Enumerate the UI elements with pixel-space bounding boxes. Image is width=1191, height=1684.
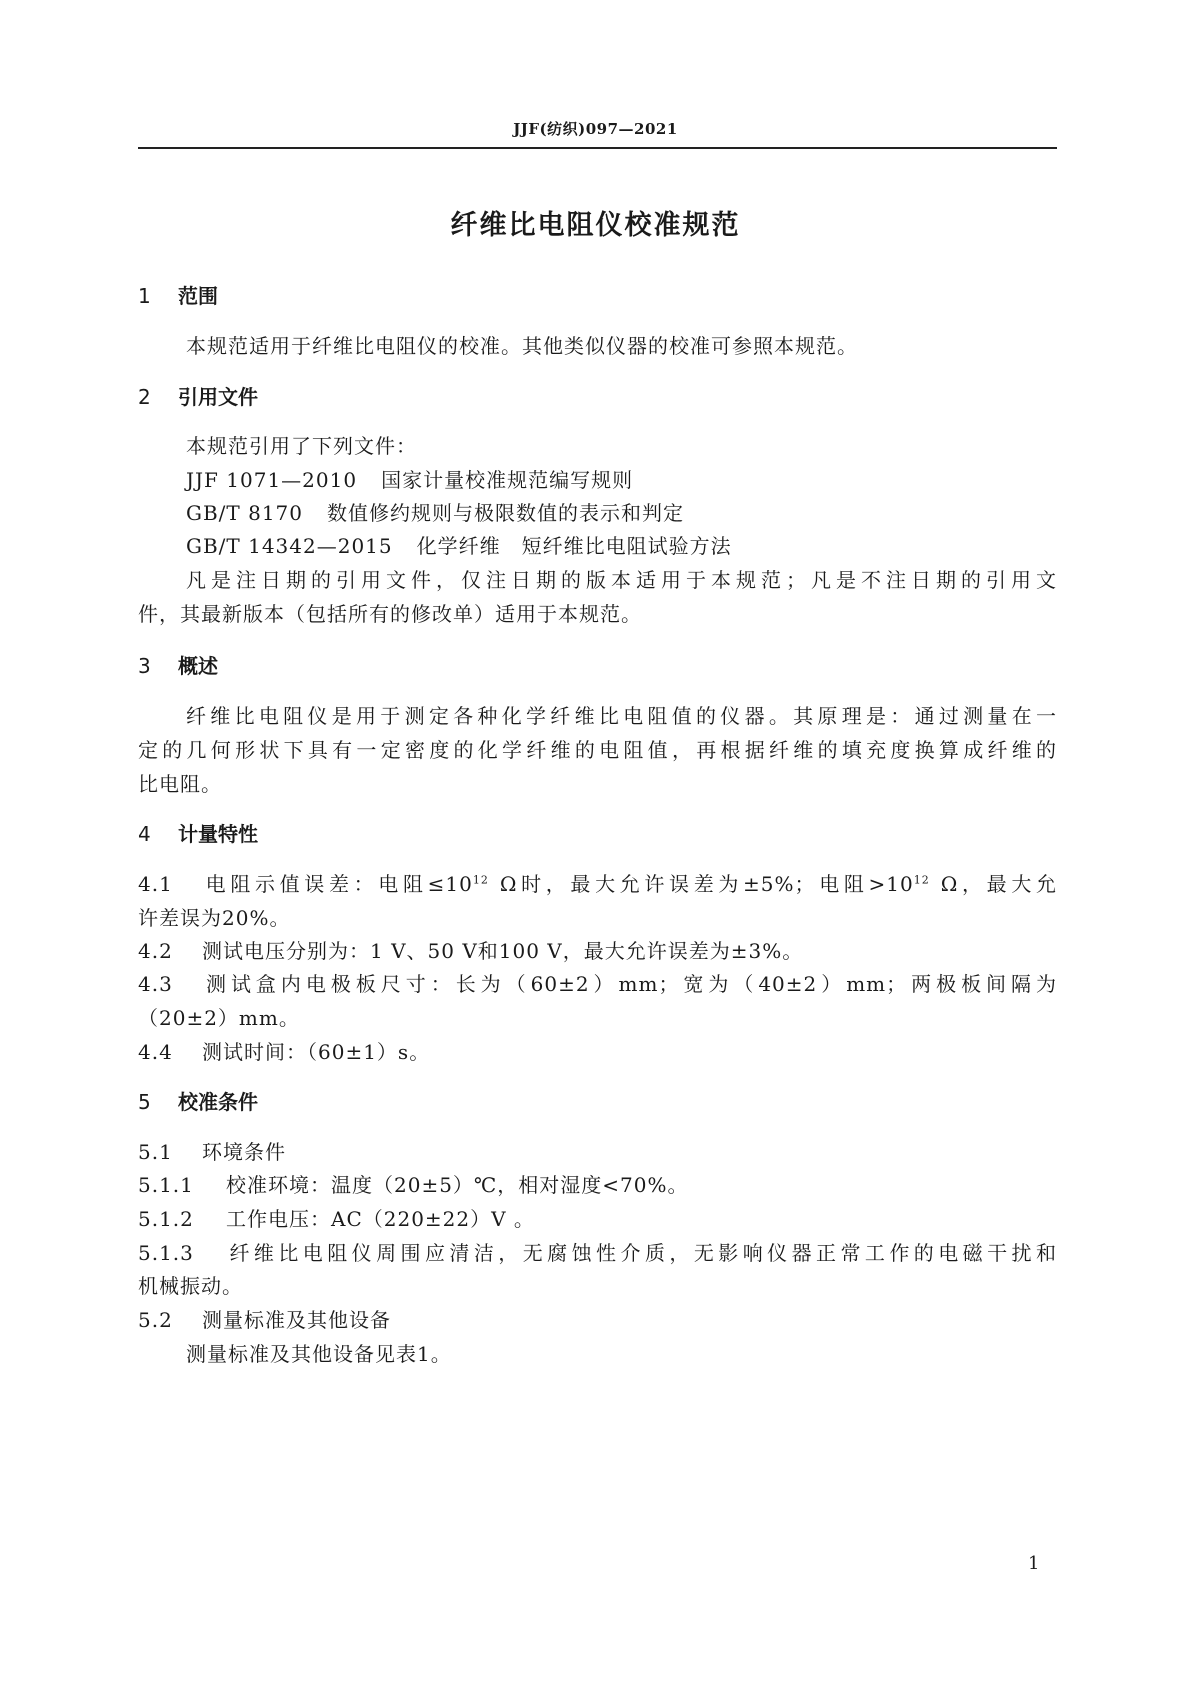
reference-name: 数值修约规则与极限数值的表示和判定 <box>327 501 685 525</box>
clause-number: 5.2 <box>138 1308 173 1332</box>
clause-number: 4.3 <box>138 972 173 996</box>
section-number: 5 <box>138 1090 151 1114</box>
clause-4-2 <box>138 935 1057 964</box>
section-title: 范围 <box>178 284 218 308</box>
clause-text: Ω，最大允 <box>929 872 1057 896</box>
clause-4-4 <box>138 1036 1057 1065</box>
reference-item <box>186 530 1057 559</box>
clause-number: 4.4 <box>138 1040 173 1064</box>
section-4-heading <box>138 818 258 847</box>
exponent: 12 <box>472 873 489 887</box>
section-title: 计量特性 <box>178 822 258 846</box>
clause-number: 4.1 <box>138 872 173 896</box>
clause-5-1-2 <box>138 1203 1057 1232</box>
section-1-heading <box>138 280 218 309</box>
overview-line-1: 纤维比电阻仪是用于测定各种化学纤维比电阻值的仪器。其原理是：通过测量在一 <box>186 704 1057 728</box>
document-title: 纤维比电阻仪校准规范 <box>450 210 741 241</box>
clause-4-3 <box>138 968 1057 997</box>
section-title: 概述 <box>178 654 218 678</box>
reference-name: 国家计量校准规范编写规则 <box>381 468 634 492</box>
reference-code: GB/T 14342—2015 <box>186 534 393 558</box>
clause-text: Ω时，最大允许误差为±5%；电阻>10 <box>488 872 914 896</box>
clause-4-1 <box>138 868 1057 897</box>
section-number: 1 <box>138 284 151 308</box>
overview-line-2: 定的几何形状下具有一定密度的化学纤维的电阻值，再根据纤维的填充度换算成纤维的 <box>138 738 1057 762</box>
clause-number: 5.1 <box>138 1140 173 1164</box>
section-3-heading <box>138 650 218 679</box>
clause-5-2-body: 测量标准及其他设备见表1。 <box>186 1342 452 1366</box>
clause-text: 环境条件 <box>202 1140 286 1164</box>
clause-number: 4.2 <box>138 939 173 963</box>
references-note-line-2: 件，其最新版本（包括所有的修改单）适用于本规范。 <box>138 602 642 626</box>
section-title: 校准条件 <box>178 1090 258 1114</box>
clause-text: 工作电压：AC（220±22）V 。 <box>226 1207 535 1231</box>
section-title: 引用文件 <box>178 385 258 409</box>
clause-text: 测试电压分别为：1 V、50 V和100 V，最大允许误差为±3%。 <box>202 939 804 963</box>
section-number: 4 <box>138 822 151 846</box>
clause-text: 纤维比电阻仪周围应清洁，无腐蚀性介质，无影响仪器正常工作的电磁干扰和 <box>226 1241 1057 1265</box>
clause-4-3-line-2: （20±2）mm。 <box>138 1006 300 1030</box>
clause-5-1-1 <box>138 1169 1057 1198</box>
clause-text: 测试时间：（60±1）s。 <box>202 1040 431 1064</box>
clause-text: 测量标准及其他设备 <box>202 1308 391 1332</box>
clause-5-1 <box>138 1136 1057 1165</box>
clause-text: 校准环境：温度（20±5）℃，相对湿度<70%。 <box>226 1173 689 1197</box>
references-note-line-1: 凡是注日期的引用文件，仅注日期的版本适用于本规范；凡是不注日期的引用文 <box>186 568 1057 592</box>
reference-code: GB/T 8170 <box>186 501 304 525</box>
header-divider <box>138 147 1057 149</box>
clause-number: 5.1.1 <box>138 1173 194 1197</box>
section-5-heading <box>138 1086 258 1115</box>
clause-number: 5.1.2 <box>138 1207 194 1231</box>
clause-5-1-3 <box>138 1237 1057 1266</box>
section-1-body: 本规范适用于纤维比电阻仪的校准。其他类似仪器的校准可参照本规范。 <box>186 334 858 358</box>
clause-number: 5.1.3 <box>138 1241 194 1265</box>
references-intro: 本规范引用了下列文件： <box>186 434 417 458</box>
clause-text: 测试盒内电极板尺寸：长为（60±2）mm；宽为（40±2）mm；两极板间隔为 <box>202 972 1057 996</box>
reference-code: JJF 1071—2010 <box>186 468 358 492</box>
page-number: 1 <box>1028 1553 1040 1574</box>
reference-item <box>186 464 1057 493</box>
standard-code: JJF(纺织)097—2021 <box>513 120 678 138</box>
clause-5-2 <box>138 1304 1057 1333</box>
section-number: 2 <box>138 385 151 409</box>
exponent: 12 <box>913 873 930 887</box>
reference-item <box>186 497 1057 526</box>
clause-5-1-3-line-2: 机械振动。 <box>138 1274 243 1298</box>
reference-name: 化学纤维 短纤维比电阻试验方法 <box>416 534 732 558</box>
section-2-heading <box>138 381 258 410</box>
clause-4-1-line-2: 许差误为20%。 <box>138 906 291 930</box>
overview-line-3: 比电阻。 <box>138 772 222 796</box>
clause-text: 电阻示值误差：电阻≤10 <box>202 872 473 896</box>
section-number: 3 <box>138 654 151 678</box>
